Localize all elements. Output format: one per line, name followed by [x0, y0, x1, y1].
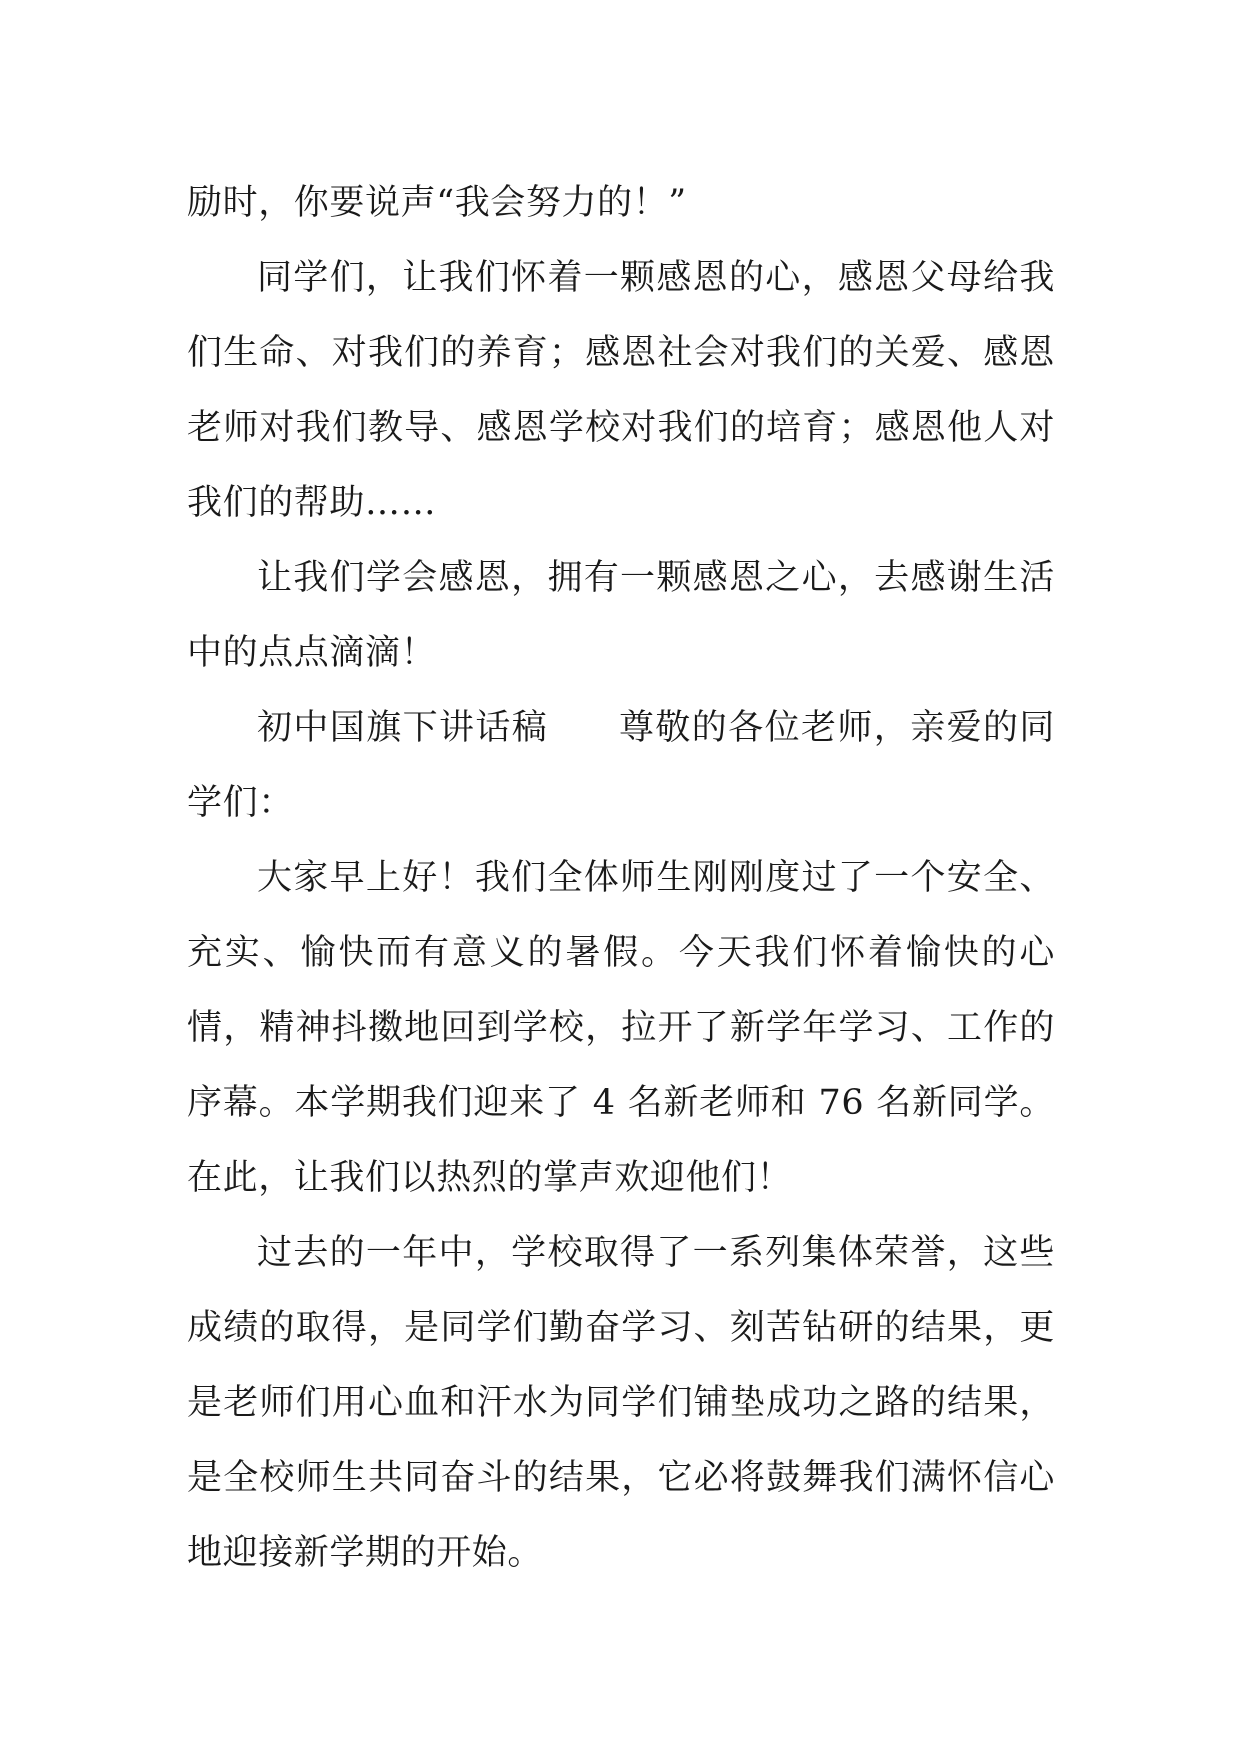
paragraph-3: 让我们学会感恩，拥有一颗感恩之心，去感谢生活中的点点滴滴！ — [187, 558, 1055, 673]
paragraph-1: 励时，你要说声“我会努力的！” — [187, 183, 687, 223]
document-body — [187, 166, 1055, 1591]
paragraph-5: 大家早上好！我们全体师生刚刚度过了一个安全、充实、愉快而有意义的暑假。今天我们怀着愉快的心情，精神抖擞地回到学校，拉开了新学年学习、工作的序幕。本学期我们迎来了 4 名新老师和 76 名新同学。在此，让我们以热烈的掌声欢迎他们！ — [187, 858, 1055, 1198]
paragraph-4 — [187, 691, 1055, 841]
salutation-text: 尊敬的各位老师，亲爱的同学们： — [187, 708, 1055, 823]
section-heading: 初中国旗下讲话稿 — [257, 708, 549, 748]
paragraph-6: 过去的一年中，学校取得了一系列集体荣誉，这些成绩的取得，是同学们勤奋学习、刻苦钻研的结果，更是老师们用心血和汗水为同学们铺垫成功之路的结果，是全校师生共同奋斗的结果，它必将鼓舞我们满怀信心地迎接新学期的开始。 — [187, 1233, 1055, 1573]
paragraph-2: 同学们，让我们怀着一颗感恩的心，感恩父母给我们生命、对我们的养育；感恩社会对我们的关爱、感恩老师对我们教导、感恩学校对我们的培育；感恩他人对我们的帮助…… — [187, 258, 1055, 523]
